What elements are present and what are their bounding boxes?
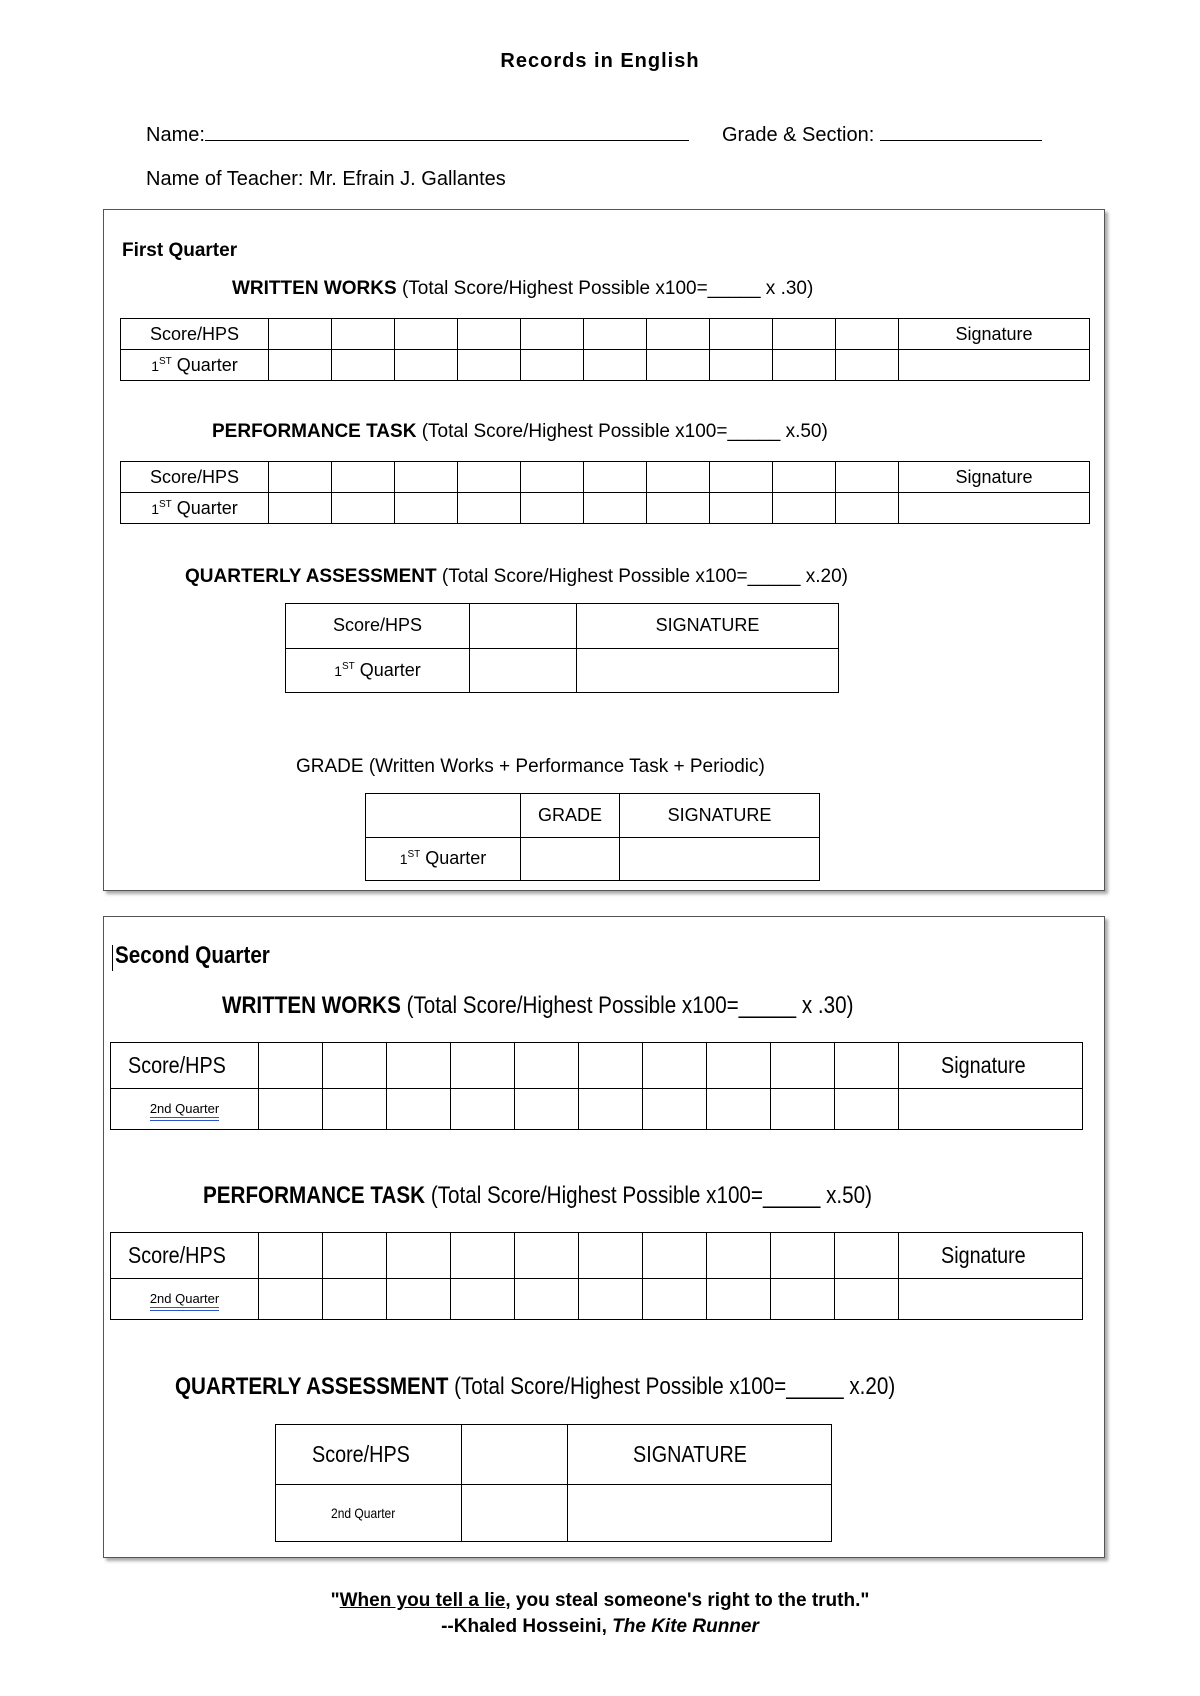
q2-pt-cell[interactable] [387,1233,451,1279]
q2-pt-cell[interactable] [515,1233,579,1279]
first-quarter-heading: First Quarter [122,240,238,261]
q1-ww-cell[interactable] [521,319,584,350]
q1-pt-cell[interactable] [458,462,521,493]
q1-ww-cell[interactable] [773,350,836,381]
q1-quarterly-assessment-title [185,566,848,588]
q2-pt-cell[interactable] [835,1233,899,1279]
q1-grade-empty-header [366,794,521,838]
q1-pt-cell[interactable] [584,462,647,493]
q2-ww-cell[interactable] [451,1088,515,1129]
q2-pt-cell[interactable] [259,1278,323,1319]
q2-qa-label: QUARTERLY ASSESSMENT [175,1373,449,1400]
q1-pt-cell[interactable] [584,493,647,524]
q2-ww-cell[interactable] [579,1088,643,1129]
q1-qa-label: QUARTERLY ASSESSMENT [185,566,437,587]
q1-ww-signature-header: Signature [899,319,1090,350]
q1-performance-task-table [120,461,1090,524]
q1-written-works-title [232,278,813,300]
quote-attribution: --Khaled Hosseini, The Kite Runner [441,1616,759,1637]
q1-ww-cell[interactable] [458,319,521,350]
q1-pt-cell[interactable] [395,493,458,524]
q1-pt-cell[interactable] [395,462,458,493]
q1-qa-formula: (Total Score/Highest Possible x100=_____ x.20) [441,566,849,587]
q1-quarterly-assessment-table [285,603,839,693]
q2-pt-formula: (Total Score/Highest Possible x100=_____ x.50) [430,1182,872,1209]
q2-ww-cell[interactable] [707,1043,771,1089]
q1-qa-signature-cell[interactable] [577,648,839,693]
q1-ww-cell[interactable] [836,319,899,350]
q2-pt-cell[interactable] [451,1278,515,1319]
q2-pt-cell[interactable] [579,1278,643,1319]
q2-pt-cell[interactable] [323,1278,387,1319]
q2-ww-row-label: 2nd Quarter [111,1088,259,1129]
q1-performance-task-title [212,421,828,443]
q1-ww-cell[interactable] [647,319,710,350]
q1-pt-cell[interactable] [458,493,521,524]
q1-pt-row-label: 1ST Quarter [121,493,269,524]
q2-pt-cell[interactable] [259,1233,323,1279]
q2-ww-cell[interactable] [323,1043,387,1089]
q2-pt-cell[interactable] [515,1278,579,1319]
page-title: Records in English [500,50,700,72]
q1-written-works-table [120,318,1090,381]
q1-pt-cell[interactable] [647,493,710,524]
q1-ww-cell[interactable] [584,319,647,350]
text-cursor [112,945,113,971]
q1-pt-cell[interactable] [836,493,899,524]
q1-pt-signature-header: Signature [899,462,1090,493]
q1-grade-cell[interactable] [521,837,620,881]
q2-pt-cell[interactable] [643,1233,707,1279]
q2-pt-score-hps: Score/HPS [111,1233,259,1279]
q1-ww-cell[interactable] [773,319,836,350]
q2-pt-cell[interactable] [771,1278,835,1319]
q2-ww-signature-header: Signature [899,1043,1083,1089]
q2-qa-score-hps: Score/HPS [276,1425,462,1485]
q1-ww-cell[interactable] [395,350,458,381]
q1-pt-label: PERFORMANCE TASK [212,421,417,442]
q1-grade-signature-cell[interactable] [620,837,820,881]
q1-pt-cell[interactable] [773,462,836,493]
q2-ww-formula: (Total Score/Highest Possible x100=_____ x .30) [406,992,854,1019]
q1-pt-cell[interactable] [332,493,395,524]
q1-pt-cell[interactable] [269,462,332,493]
q2-ww-cell[interactable] [387,1088,451,1129]
second-quarter-heading: Second Quarter [115,942,270,969]
q1-ww-cell[interactable] [269,319,332,350]
q1-ww-score-hps: Score/HPS [121,319,269,350]
q2-ww-cell[interactable] [323,1088,387,1129]
name-row [146,124,689,147]
q1-ww-cell[interactable] [332,350,395,381]
q1-pt-cell[interactable] [521,462,584,493]
q2-performance-task-title [203,1182,981,1210]
q1-pt-cell[interactable] [521,493,584,524]
q1-pt-cell[interactable] [710,462,773,493]
q1-ww-cell[interactable] [521,350,584,381]
q2-ww-cell[interactable] [707,1088,771,1129]
q1-ww-label: WRITTEN WORKS [232,278,397,299]
q2-ww-cell[interactable] [579,1043,643,1089]
q1-ww-row-label: 1ST Quarter [121,350,269,381]
q1-ww-cell[interactable] [836,350,899,381]
q2-qa-score-cell[interactable] [462,1425,568,1485]
q1-grade-signature-header: SIGNATURE [620,794,820,838]
q2-pt-signature-header: Signature [899,1233,1083,1279]
quote-book-title: The Kite Runner [612,1616,759,1637]
q2-pt-cell[interactable] [323,1233,387,1279]
q1-qa-row-label: 1ST Quarter [286,648,470,693]
q1-ww-cell[interactable] [584,350,647,381]
q2-pt-cell[interactable] [579,1233,643,1279]
q1-pt-score-hps: Score/HPS [121,462,269,493]
q1-qa-signature-header: SIGNATURE [577,604,839,649]
q2-ww-cell[interactable] [451,1043,515,1089]
q1-pt-signature-cell[interactable] [899,493,1090,524]
q1-qa-score-hps: Score/HPS [286,604,470,649]
q2-ww-cell[interactable] [387,1043,451,1089]
q2-pt-label: PERFORMANCE TASK [203,1182,426,1209]
q2-ww-cell[interactable] [643,1088,707,1129]
q2-ww-cell[interactable] [515,1088,579,1129]
quote-underlined: When you tell a lie [339,1590,506,1611]
q1-pt-cell[interactable] [332,462,395,493]
q2-quarterly-assessment-title [175,1373,1012,1401]
q1-ww-cell[interactable] [710,350,773,381]
q1-grade-title: GRADE (Written Works + Performance Task + Periodic) [296,756,765,777]
q1-pt-cell[interactable] [773,493,836,524]
q1-pt-cell[interactable] [836,462,899,493]
q2-pt-cell[interactable] [707,1278,771,1319]
q2-ww-label: WRITTEN WORKS [222,992,401,1019]
q2-ww-cell[interactable] [835,1043,899,1089]
q1-ww-cell[interactable] [395,319,458,350]
grade-section-row [722,124,1042,147]
teacher-name: Name of Teacher: Mr. Efrain J. Gallantes [146,168,506,190]
q1-pt-cell[interactable] [710,493,773,524]
q2-pt-signature-cell[interactable] [899,1278,1083,1319]
grade-section-blank-line[interactable] [880,139,1042,141]
q2-ww-cell[interactable] [259,1043,323,1089]
grade-section-label: Grade & Section: [722,124,875,146]
q1-ww-cell[interactable] [647,350,710,381]
name-label: Name: [146,124,205,146]
q2-pt-cell[interactable] [771,1233,835,1279]
q2-pt-cell[interactable] [643,1278,707,1319]
q2-pt-cell[interactable] [451,1233,515,1279]
name-blank-line[interactable] [205,139,689,141]
q2-ww-cell[interactable] [643,1043,707,1089]
q2-ww-cell[interactable] [835,1088,899,1129]
first-quarter-box [103,209,1105,891]
q2-performance-task-table [110,1232,1083,1320]
q1-ww-cell[interactable] [458,350,521,381]
q1-ww-cell[interactable] [332,319,395,350]
q2-quarterly-assessment-table [275,1424,832,1542]
q2-qa-signature-header: SIGNATURE [568,1425,832,1485]
q1-pt-cell[interactable] [269,493,332,524]
q1-grade-header: GRADE [521,794,620,838]
q2-ww-signature-cell[interactable] [899,1088,1083,1129]
q2-ww-cell[interactable] [771,1088,835,1129]
q1-grade-table [365,793,820,881]
q1-qa-score-cell[interactable] [470,648,577,693]
q1-ww-cell[interactable] [269,350,332,381]
q1-ww-signature-cell[interactable] [899,350,1090,381]
q2-pt-cell[interactable] [387,1278,451,1319]
q1-qa-score-cell[interactable] [470,604,577,649]
q1-ww-cell[interactable] [710,319,773,350]
quote-line: "When you tell a lie, you steal someone's right to the truth." [330,1590,870,1611]
q1-ww-formula: (Total Score/Highest Possible x100=_____ x .30) [401,278,814,299]
q2-qa-formula: (Total Score/Highest Possible x100=_____ x.20) [454,1373,896,1400]
q2-ww-cell[interactable] [515,1043,579,1089]
q1-pt-formula: (Total Score/Highest Possible x100=_____ x.50) [421,421,828,442]
q2-ww-cell[interactable] [771,1043,835,1089]
q2-pt-cell[interactable] [835,1278,899,1319]
q2-written-works-table [110,1042,1083,1130]
q2-ww-score-hps: Score/HPS [111,1043,259,1089]
q2-ww-cell[interactable] [259,1088,323,1129]
q2-qa-signature-cell[interactable] [568,1485,832,1542]
q2-pt-row-label: 2nd Quarter [111,1278,259,1319]
q1-grade-row-label: 1ST Quarter [366,837,521,881]
q2-pt-cell[interactable] [707,1233,771,1279]
q2-written-works-title [222,992,956,1020]
q2-qa-row-label: 2nd Quarter [276,1485,462,1542]
q1-pt-cell[interactable] [647,462,710,493]
q2-qa-score-cell[interactable] [462,1485,568,1542]
